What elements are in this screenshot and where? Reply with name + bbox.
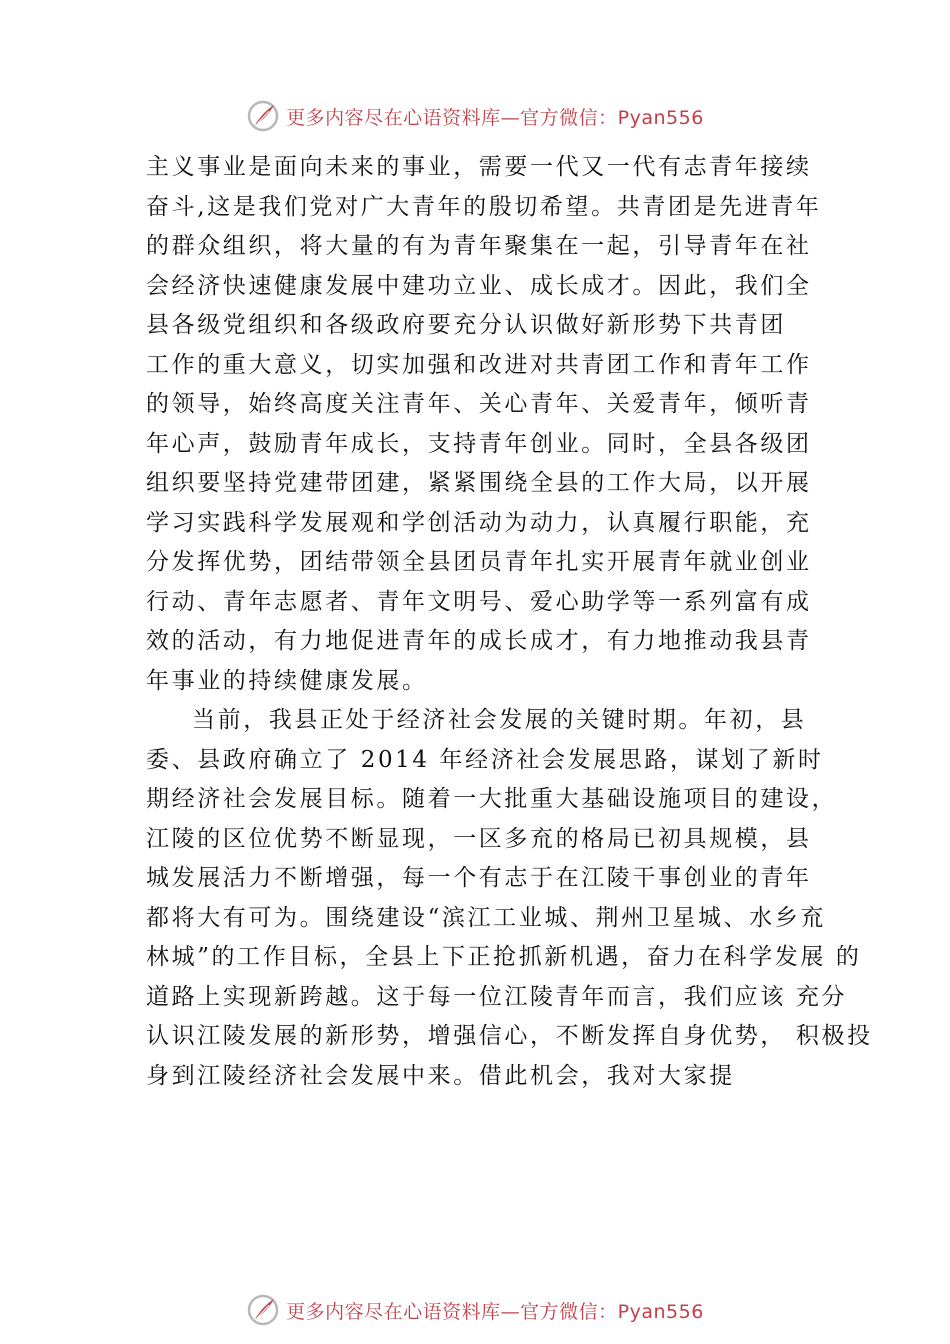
text-line: 行动、青年志愿者、青年文明号、爱心助学等一系列富有成 (146, 588, 812, 615)
footer-banner (0, 1290, 950, 1330)
text-line: 都将大有可为。围绕建设“滨江工业城、荆州卫星城、水乡㐬 (146, 904, 826, 931)
text-line: 奋斗,这是我们党对广大青年的殷切希望。共青团是先进青年 (146, 193, 822, 220)
text-line: 委、县政府确立了 2014 年经济社会发展思路，谋划了新时 (146, 746, 824, 773)
feather-pen-logo-icon (246, 1293, 280, 1327)
text-line: 身到江陵经济社会发展中来。借此机会，我对大家提 (146, 1062, 735, 1089)
document-body (146, 148, 873, 1096)
text-line: 年事业的持续健康发展。 (146, 667, 428, 694)
paragraph-start-line: 当前，我县正处于经济社会发展的关键时期。年初，县 (192, 707, 807, 733)
text-line: 道路上实现新跨越。这于每一位江陵青年而言，我们应该 充分 (146, 983, 848, 1010)
feather-pen-logo-icon (246, 99, 280, 133)
text-line: 的群众组织，将大量的有为青年聚集在一起，引导青年在社 (146, 233, 812, 259)
footer-banner-text: 更多内容尽在心语资料库—官方微信：Pyan556 (286, 1300, 704, 1323)
header-banner-text: 更多内容尽在心语资料库—官方微信：Pyan556 (286, 106, 704, 129)
text-line: 县各级党组织和各级政府要充分认识做好新形势下共青团 (146, 312, 786, 338)
text-line: 期经济社会发展目标。随着一大批重大基础设施项目的建设， (146, 786, 838, 812)
header-wechat-id: Pyan556 (617, 106, 704, 129)
text-line: 认识江陵发展的新形势，增强信心，不断发挥自身优势， 积极投 (146, 1023, 873, 1049)
header-banner (0, 96, 950, 136)
text-line: 的领导，始终高度关注青年、关心青年、关爱青年，倾听青 (146, 391, 812, 417)
text-line: 城发展活力不断增强，每一个有志于在江陵干事创业的青年 (146, 865, 812, 891)
text-line: 会经济快速健康发展中建功立业、成长成才。因此，我们全 (146, 272, 812, 299)
text-line: 效的活动，有力地促进青年的成长成才，有力地推动我县青 (146, 628, 812, 654)
text-line: 主义事业是面向未来的事业，需要一代又一代有志青年接续 (146, 154, 812, 180)
text-line: 工作的重大意义，切实加强和改进对共青团工作和青年工作 (146, 351, 812, 378)
text-line: 组织要坚持党建带团建，紧紧围绕全县的工作大局，以开展 (146, 470, 812, 496)
text-line: 年心声，鼓励青年成长，支持青年创业。同时，全县各级团 (146, 430, 812, 457)
text-line: 学习实践科学发展观和学创活动为动力，认真履行职能，充 (146, 509, 812, 536)
text-line: 林城”的工作目标，全县上下正抢抓新机遇，奋力在科学发展 的 (146, 944, 862, 970)
footer-wechat-id: Pyan556 (617, 1300, 704, 1323)
text-line: 江陵的区位优势不断显现，一区多㐬的格局已初具规模，县 (146, 825, 812, 852)
text-line: 分发挥优势，团结带领全县团员青年扎实开展青年就业创业 (146, 549, 812, 575)
